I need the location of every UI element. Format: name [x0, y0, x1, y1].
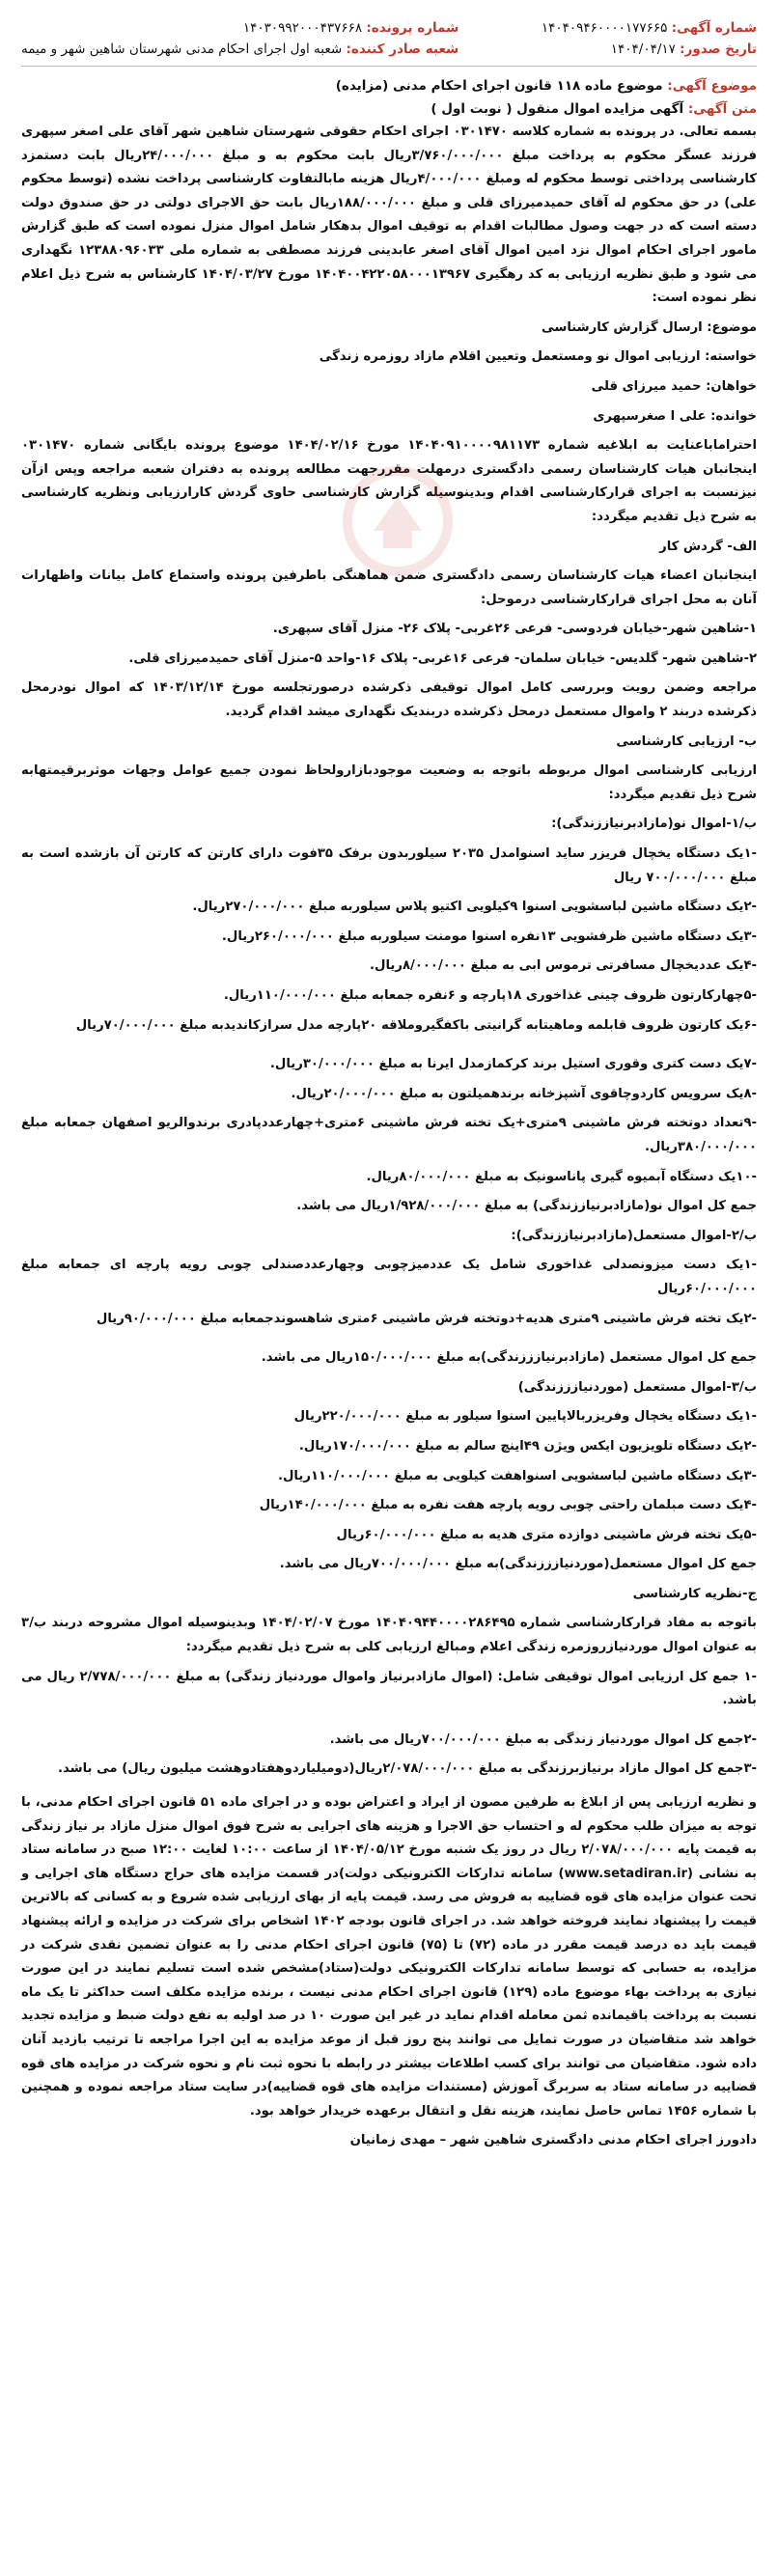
b2-title: ب/۲-اموال مستعمل(مازادبرنیاززندگی): [511, 1228, 757, 1243]
expert-intro: احتراماباعنایت به ابلاغیه شماره ۱۴۰۴۰۹۱۰۰۰۰۹۸۱۱۷۳ مورخ ۱۴۰۴/۰۲/۱۶ موضوع پرونده بایگانی شماره ۰۳۰۱۴۷۰ اینجانبان هیات کارشناسان رسمی دادگستری درمهلت مقررجهت مطالعه پرونده به دفتران شعبه مراجعه وپس ازآن نیزنسبت به اجرای قرارکارشناسی اقدام وبدینوسیله گزارش کارشناسی حاوی گردش کارارزیابی ونظریه کارشناسی به شرح ذیل تقدیم میگردد: [21, 438, 757, 524]
b1-item-5: -۵چهارکارتون ظروف چینی غذاخوری ۱۸پارچه و ۶نفره جمعابه مبلغ ۱۱۰/۰۰۰/۰۰۰ریال. [223, 988, 757, 1003]
b3-title: ب/۳-اموال مستعمل (موردنیازززندگی) [517, 1379, 757, 1395]
section-b-text: ارزیابی کارشناسی اموال مربوطه باتوجه به وضعیت موجودبازارولحاظ نمودن جمیع عوامل وجهات موثربرقیمتهابه شرح ذیل تقدیم میگردد: [21, 763, 757, 802]
case-number-label: شماره پرونده: [366, 20, 459, 36]
issuing-branch-label: شعبه صادر کننده: [346, 42, 459, 57]
header-left [21, 17, 458, 60]
notice-number: ۱۴۰۴۰۹۴۶۰۰۰۰۱۷۷۶۶۵ [541, 20, 668, 36]
b1-item-7: -۷یک دست کتری وقوری استیل برند کرکمازمدل ایرنا به مبلغ ۳۰/۰۰۰/۰۰۰ریال. [269, 1057, 757, 1072]
issuing-branch: شعبه اول اجرای احکام مدنی شهرستان شاهین شهر و میمه [21, 42, 343, 57]
auction-terms: و نظریه ارزیابی پس از ابلاغ به طرفین مصون از ایراد و اعتراض بوده و در اجرای ماده ۵۱ قانون اجرای احکام مدنی، با توجه به میزان طلب محکوم له و احتساب حق الاجرا و هزینه های اجرایی به شرح فوق اموال منزل مازاد بر نیاز زندگی به قیمت پایه ۲/۰۷۸/۰۰۰/۰۰۰ ریال در روز یک شنبه مورخ ۱۴۰۴/۰۵/۱۲ از ساعت ۱۰:۰۰ لغایت ۱۲:۰۰ صبح در سامانه ستاد به نشانی (www.setadiran.ir) سامانه تدارکات الکترونیکی دولت)در قسمت مزایده های حراج دستگاه های اجرایی و تحت عنوان مزایده های قوه قضاییه به فروش می رسد. قیمت پایه از بهای ارزیابی شده شروع و به کسانی که بالاترین قیمت را پیشنهاد نمایند فروخته خواهد شد. در اجرای قانون بودجه ۱۴۰۲ اشخاص برای شرکت در مزایده و ارائه پیشنهاد قیمت باید ده درصد قیمت مقرر در ماده (۷۲) تا (۷۵) قانون اجرای احکام مدنی را به عنوان تضمین نقدی شرکت در مزایده، به حسابی که توسط سامانه تدارکات الکترونیکی دولت(ستاد)مشخص شده است تسلیم نمایند در این صورت نیازی به پرداخت بهاء موضوع ماده (۱۲۹) قانون اجرای احکام مدنی نیست ، برنده مزایده مکلف است حداکثر تا یک ماه نسبت به پرداخت باقیمانده ثمن معامله اقدام نماید در غیر این صورت ۱۰ در صد اولیه به نفع دولت ضبط و مزایده تجدید خواهد شد متقاضیان در صورت تمایل می توانند پنج روز قبل از موعد مزایده به این اجرا مراجعه تا ترتیب بازدید آنان داده شود. متقاضیان می توانند برای کسب اطلاعات بیشتر در رابطه با نحوه ثبت نام و نحوه شرکت در مزایده های قوه قضاییه در سامانه ستاد به سربرگ آموزش (مستندات مزایده های قوه قضاییه)در سایت ستاد مراجعه نموده و همچنین با شماره ۱۴۵۶ تماس حاصل نمایند، هزینه نقل و انتقال برعهده خریدار خواهد بود. [21, 1795, 758, 2119]
notice-text-line [21, 97, 757, 121]
b1-item-6: -۶یک کارتون ظروف قابلمه وماهیتابه گرانیتی باکفگیروملاقه ۲۰پارچه مدل سرازکاندیدبه مبلغ ۷۰/۰۰۰/۰۰۰ریال [75, 1017, 757, 1033]
header-right [542, 17, 757, 60]
notice-text-value: آگهی مزایده اموال منقول ( نوبت اول ) [431, 101, 684, 117]
b3-item-1: -۱یک دستگاه یخچال وفریزربالاپایین اسنوا سیلور به مبلغ ۲۲۰/۰۰۰/۰۰۰ریال [293, 1409, 757, 1425]
intro-paragraph: بسمه تعالی. در پرونده به شماره کلاسه ۰۳۰۱۴۷۰ اجرای احکام حقوقی شهرستان شاهین شهر آقای علی اصغر سپهری فرزند عسگر محکوم به پرداخت مبلغ ۳/۷۶۰/۰۰۰/۰۰۰ریال بابت محکوم به و مبلغ ۲۴/۰۰۰/۰۰۰ریال بابت دستمزد کارشناسی پرداختی توسط محکوم له ومبلغ ۴/۰۰۰/۰۰۰ریال هزینه مابالتفاوت کارشناسی پرداخت نشده (توسط محکوم علی) در حق محکوم له آقای حمیدمیرزای قلی و مبلغ ۱۸۸/۰۰۰/۰۰۰ریال بابت حق الاجرای دولتی در حق صندوق دولت دسته است که در جهت وصول مطالبات اقدام به توقیف اموال بدهکار شامل اموال منزل نموده است که طبق گزارش مامور اجرای احکام اموال نزد امین اموال آقای اصغر عابدینی فرزند مصطفی به شماره ملی ۱۲۳۸۸۰۹۶۰۳۳ نگهداری می شود و طبق نظریه ارزیابی به کد رهگیری ۱۴۰۴۰۰۴۲۲۰۵۸۰۰۰۱۳۹۶۷ مورخ ۱۴۰۴/۰۳/۲۷ کارشناس به شرح ذیل اعلام نظر نموده است: [21, 125, 757, 306]
case-number-row [21, 17, 458, 39]
b1-total: جمع کل اموال نو(مازادبرنیاززندگی) به مبلغ ۱/۹۲۸/۰۰۰/۰۰۰ریال می باشد. [296, 1199, 757, 1214]
signature-line: دادورز اجرای احکام مدنی دادگستری شاهین شهر – مهدی زمانیان [349, 2133, 757, 2148]
claim: خواسته: ارزیابی اموال نو ومستعمل وتعیین اقلام مازاد روزمره زندگی [319, 349, 757, 365]
spacer [21, 1719, 757, 1729]
issuing-branch-row [21, 39, 458, 60]
subject-value: موضوع ماده ۱۱۸ قانون اجرای احکام مدنی (مزایده) [335, 78, 663, 94]
b3-item-3: -۳یک دستگاه ماشین لباسشویی اسنواهفت کیلویی به مبلغ ۱۱۰/۰۰۰/۰۰۰ریال. [277, 1468, 757, 1483]
header-divider [21, 66, 757, 67]
b1-item-8: -۸یک سرویس کاردوچاقوی آشپزخانه برندهمیلتون به مبلغ ۲۰/۰۰۰/۰۰۰ریال. [291, 1086, 757, 1101]
notice-header [21, 17, 757, 60]
section-c-text: باتوجه به مفاد قرارکارشناسی شماره ۱۴۰۴۰۹۴۴۰۰۰۰۲۸۶۴۹۵ مورخ ۱۴۰۴/۰۲/۰۷ وبدینوسیله اموال مشروحه دربند ب/۳ به عنوان اموال موردنیازروزمره زندگی اعلام ومبالغ ارزیابی کلی به شرح ذیل تقدیم میگردد: [21, 1616, 757, 1655]
issue-date-row [542, 39, 757, 60]
total-2: -۲جمع کل اموال موردنیاز زندگی به مبلغ ۷۰۰/۰۰۰/۰۰۰ریال می باشد. [329, 1731, 757, 1747]
notice-number-label: شماره آگهی: [671, 20, 757, 36]
b2-total: جمع کل اموال مستعمل (مازادبرنیازززندگی)به مبلغ ۱۵۰/۰۰۰/۰۰۰ریال می باشد. [261, 1350, 757, 1366]
b3-item-5: -۵یک تخته فرش ماشینی دوازده متری هدیه به مبلغ ۶۰/۰۰۰/۰۰۰ریال [336, 1527, 757, 1542]
b3-item-4: -۴یک دست مبلمان راحتی چوبی رویه پارچه هفت نفره به مبلغ ۱۴۰/۰۰۰/۰۰۰ریال [259, 1498, 757, 1513]
b3-total: جمع کل اموال مستعمل(موردنیازززندگی)به مبلغ ۷۰۰/۰۰۰/۰۰۰ریال می باشد. [279, 1557, 757, 1572]
b1-title: ب/۱-اموال نو(مازادبرنیاززندگی): [551, 817, 757, 832]
notice-number-row [542, 17, 757, 39]
section-a-text: اینجانبان اعضاء هیات کارشناسان رسمی دادگستری ضمن هماهنگی باطرفین پرونده واستماع کامل بیانات واظهارات آنان به محل اجرای قرارکارشناسی درموحل: [21, 568, 757, 607]
issue-date: ۱۴۰۴/۰۴/۱۷ [610, 42, 676, 57]
b2-item-1: -۱یک دست میزونصدلی غذاخوری شامل یک عددمیزچوبی وچهارعددصندلی چوبی رویه پارچه ای جمعابه مبلغ ۶۰/۰۰۰/۰۰۰ریال [21, 1258, 757, 1296]
report-subject: موضوع: ارسال گزارش کارشناسی [542, 319, 757, 335]
total-1: -۱ جمع کل ارزیابی اموال توقیفی شامل: (اموال مازادبرنیاز واموال موردنیاز زندگی) به مبلغ ۲/۷۷۸/۰۰۰/۰۰۰ ریال می باشد. [21, 1669, 757, 1708]
section-b-title: ب- ارزیابی کارشناسی [616, 734, 757, 749]
b1-item-10: -۱۰یک دستگاه آبمیوه گیری پاناسونیک به مبلغ ۸۰/۰۰۰/۰۰۰ریال. [366, 1169, 757, 1184]
section-a-title: الف- گردش کار [659, 539, 757, 554]
location-2: ۲-شاهین شهر- گلدیس- خیابان سلمان- فرعی ۱۶غربی- پلاک ۱۶-واحد ۵-منزل آقای حمیدمیرزای قلی. [128, 651, 757, 666]
notice-body [21, 121, 757, 2153]
defendant: خوانده: علی ا صغرسپهری [593, 408, 757, 424]
notice-text-label: متن آگهی: [687, 101, 757, 117]
b1-item-3: -۳یک دستگاه ماشین ظرفشویی ۱۳نفره اسنوا مومنت سیلوربه مبلغ ۲۶۰/۰۰۰/۰۰۰ریال. [221, 928, 757, 944]
inspection-note: مراجعه وضمن رویت وبررسی کامل اموال توقیفی ذکرشده درصورتجلسه مورخ ۱۴۰۳/۱۲/۱۴ که اموال نودرمحل ذکرشده دربند ۲ واموال مستعمل درمحل ذکرشده دربندیک نگهداری میشد اقدام گردید. [21, 680, 757, 720]
b1-item-9: -۹تعداد دوتخته فرش ماشینی ۹متری+یک تخته فرش ماشینی ۶متری+چهارعددپادری برندوالریو اصفهان جمعابه مبلغ ۳۸۰/۰۰۰/۰۰۰ریال. [21, 1116, 757, 1154]
spacer [21, 1043, 757, 1053]
total-3: -۳جمع کل اموال مازاد برنیازبرزندگی به مبلغ ۲/۰۷۸/۰۰۰/۰۰۰ریال(دومیلیاردوهفتادوهشت میلیون ریال) می باشد. [58, 1761, 757, 1777]
b2-item-2: -۲یک تخته فرش ماشینی ۹متری هدیه+دوتخته فرش ماشینی ۶متری شاهسوندجمعابه مبلغ ۹۰/۰۰۰/۰۰۰ریال [96, 1311, 757, 1326]
case-number: ۱۴۰۳۰۹۹۲۰۰۰۴۳۷۶۶۸ [242, 20, 363, 36]
b3-item-2: -۲یک دستگاه تلویزیون ایکس ویژن ۴۹اینچ سالم به مبلغ ۱۷۰/۰۰۰/۰۰۰ریال. [298, 1438, 757, 1454]
plaintiff: خواهان: حمید میرزای قلی [591, 378, 757, 394]
subject-label: موضوع آگهی: [667, 78, 757, 94]
location-1: ۱-شاهین شهر-خیابان فردوسی- فرعی ۲۶غربی- پلاک ۲۶- منزل آقای سپهری. [272, 622, 757, 637]
b1-item-4: -۴یک عددیخچال مسافرتی ترموس ابی به مبلغ ۸/۰۰۰/۰۰۰ریال. [370, 958, 757, 974]
section-c-title: ج-نظریه کارشناسی [632, 1586, 757, 1601]
spacer [21, 1337, 757, 1346]
subject-line [21, 74, 757, 97]
b1-item-1: -۱یک دستگاه یخچال فریزر ساید اسنوامدل ۲۰۳۵ سیلوربدون برفک ۳۵فوت دارای کارتن که کارتن آن بازشده است به مبلغ ۷۰۰/۰۰۰/۰۰۰ ریال [21, 846, 757, 885]
issue-date-label: تاریخ صدور: [680, 42, 757, 57]
b1-item-2: -۲یک دستگاه ماشین لباسشویی اسنوا ۹کیلویی اکتیو پلاس سیلوربه مبلغ ۲۷۰/۰۰۰/۰۰۰ریال. [192, 900, 757, 915]
